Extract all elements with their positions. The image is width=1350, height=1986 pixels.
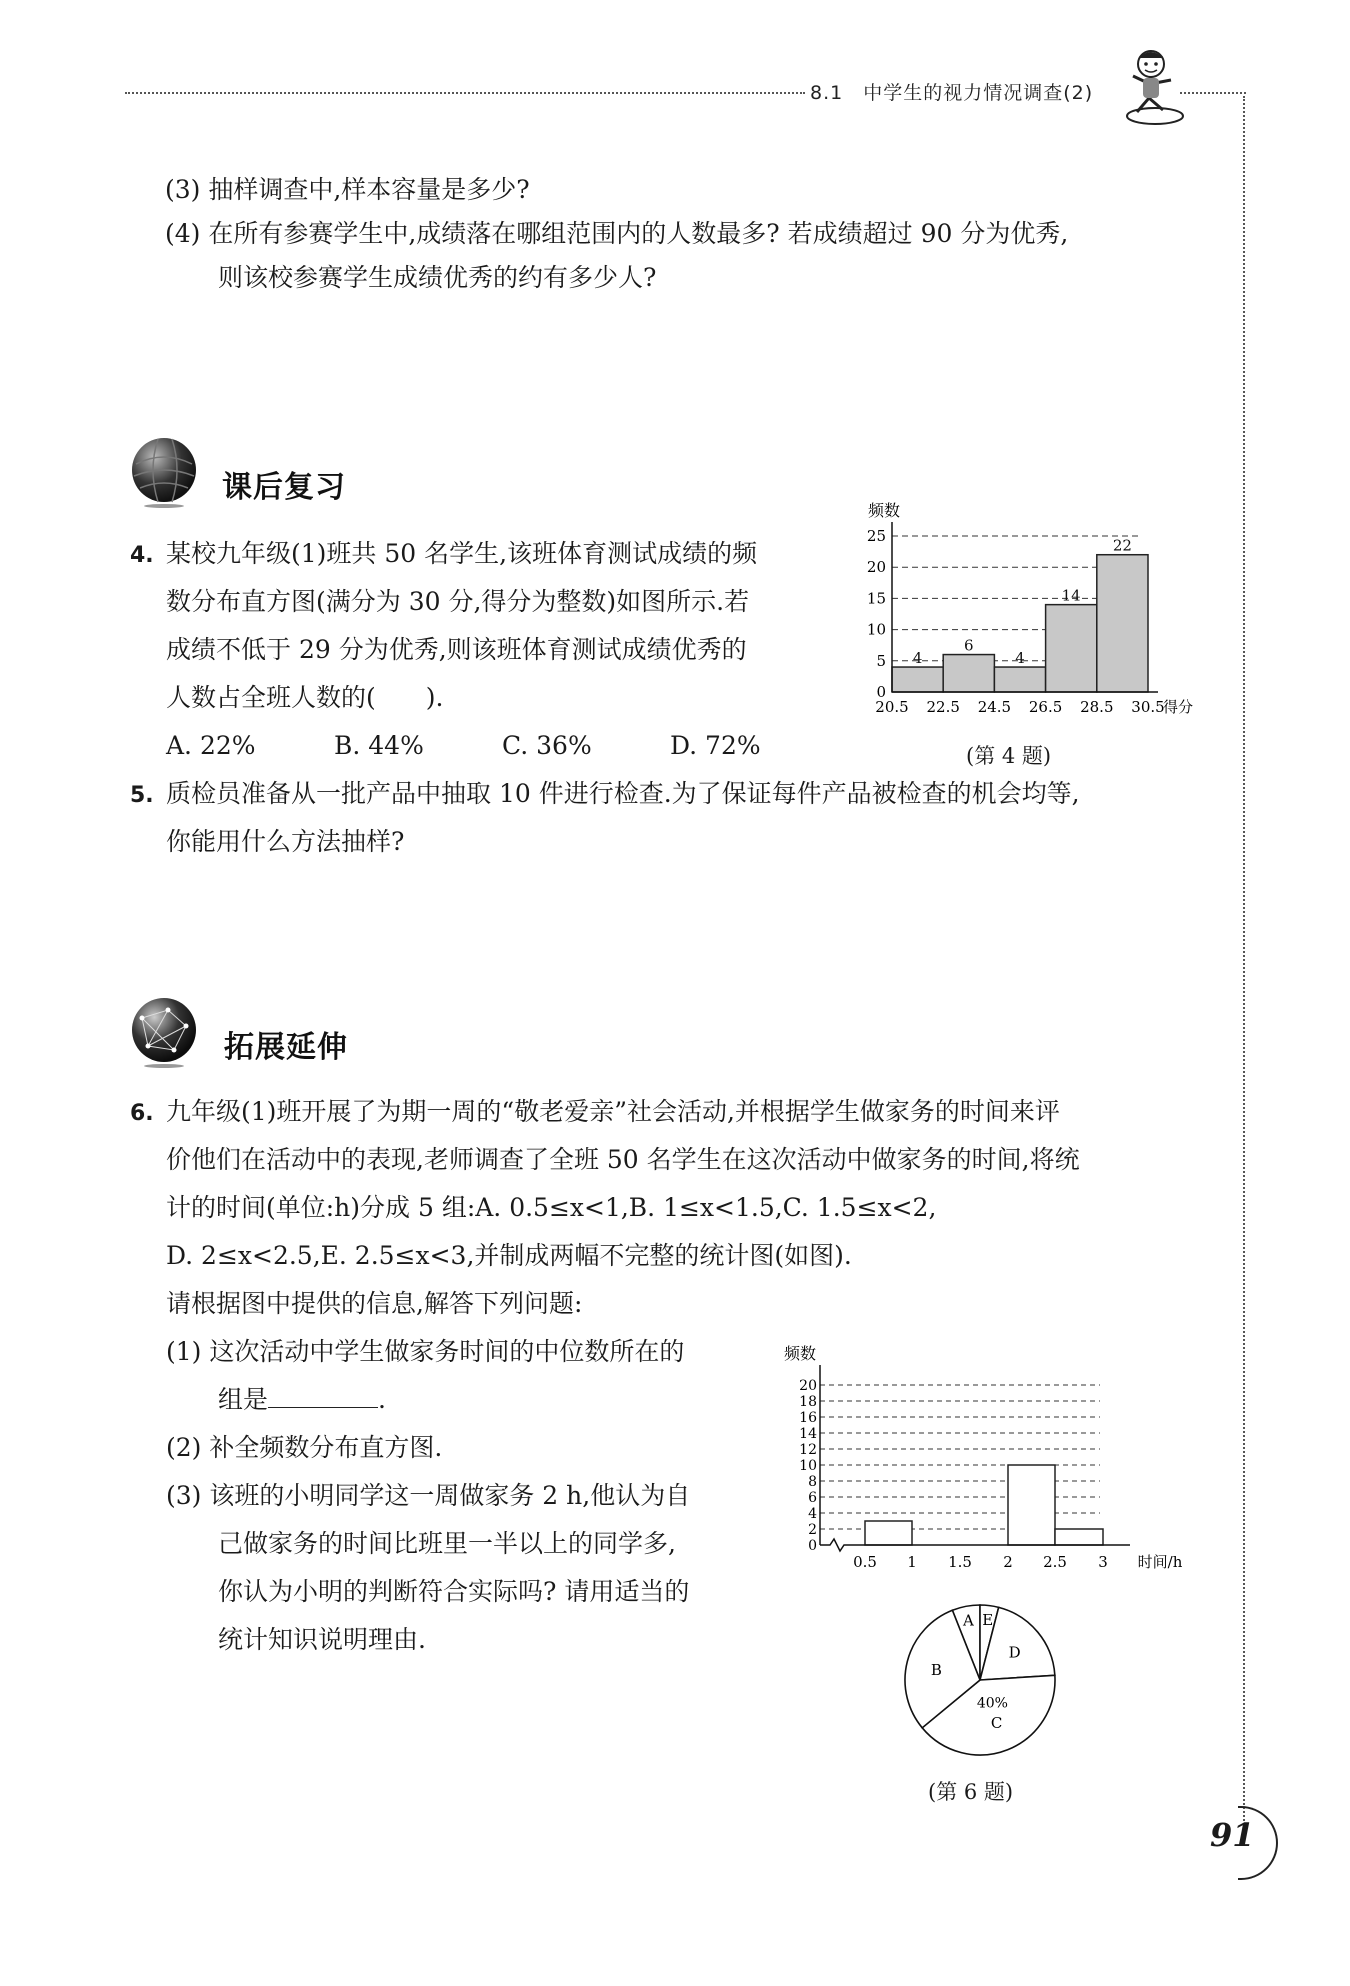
figure-6-caption: (第 6 题) bbox=[928, 1780, 1014, 1804]
bar-data-label: 14 bbox=[1061, 586, 1081, 605]
pie-label: A bbox=[963, 1611, 974, 1630]
problem-6-number: 6. bbox=[130, 1101, 154, 1126]
sub-question-3-line3: 你认为小明的判断符合实际吗? 请用适当的 bbox=[218, 1577, 690, 1606]
sub-question-3-line1: (3) 该班的小明同学这一周做家务 2 h,他认为自 bbox=[166, 1481, 691, 1510]
mascot-icon bbox=[1115, 46, 1185, 126]
problem-6-prompt: 请根据图中提供的信息,解答下列问题: bbox=[166, 1289, 583, 1318]
problem-6-line4: D. 2≤x<2.5,E. 2.5≤x<3,并制成两幅不完整的统计图(如图). bbox=[166, 1241, 852, 1270]
option-b: B. 44% bbox=[334, 731, 424, 760]
sub-question-3-line2: 己做家务的时间比班里一半以上的同学多, bbox=[218, 1529, 676, 1558]
y-tick-label: 16 bbox=[799, 1410, 817, 1426]
pie-label: C bbox=[990, 1713, 1003, 1732]
network-globe-icon bbox=[128, 996, 200, 1068]
option-a: A. 22% bbox=[166, 731, 256, 760]
y-tick-label: 2 bbox=[808, 1522, 817, 1538]
y-tick-label: 25 bbox=[866, 527, 886, 545]
y-tick-label: 8 bbox=[808, 1474, 817, 1490]
problem-4-line3: 成绩不低于 29 分为优秀,则该班体育测试成绩优秀的 bbox=[166, 635, 747, 664]
sub-question-2: (2) 补全频数分布直方图. bbox=[166, 1433, 443, 1462]
bar-data-label: 4 bbox=[1015, 649, 1025, 668]
answer-blank[interactable] bbox=[268, 1385, 378, 1408]
y-tick-label: 14 bbox=[799, 1426, 817, 1442]
globe-icon bbox=[128, 436, 200, 508]
histogram-bar bbox=[892, 667, 943, 692]
y-tick-label: 18 bbox=[799, 1394, 817, 1410]
pie-label: D bbox=[1008, 1643, 1021, 1662]
x-tick-label: 30.5 bbox=[1131, 698, 1165, 716]
problem-5-number: 5. bbox=[130, 783, 154, 808]
section-title-extension: 拓展延伸 bbox=[224, 1030, 348, 1065]
section-title-review: 课后复习 bbox=[222, 470, 346, 505]
sub-question-1-line1: (1) 这次活动中学生做家务时间的中位数所在的 bbox=[166, 1337, 685, 1366]
y-axis-label: 频数 bbox=[867, 501, 901, 520]
y-tick-label: 4 bbox=[808, 1506, 817, 1522]
problem-6-line3: 计的时间(单位:h)分成 5 组:A. 0.5≤x<1,B. 1≤x<1.5,C. 1.5≤x<2, bbox=[166, 1193, 937, 1222]
x-tick-label: 3 bbox=[1098, 1553, 1108, 1571]
x-tick-label: 2 bbox=[1003, 1553, 1013, 1571]
histogram-bar bbox=[1055, 1529, 1103, 1545]
y-tick-label: 12 bbox=[799, 1442, 817, 1458]
y-tick-label: 0 bbox=[808, 1538, 817, 1554]
histogram-bar bbox=[1046, 605, 1097, 692]
x-tick-label: 1.5 bbox=[948, 1553, 972, 1571]
y-tick-label: 5 bbox=[876, 651, 886, 670]
y-tick-label: 6 bbox=[808, 1490, 817, 1506]
pie-label: E bbox=[982, 1610, 994, 1629]
problem-4-line4: 人数占全班人数的( ). bbox=[166, 683, 444, 712]
x-tick-label: 22.5 bbox=[926, 698, 960, 716]
x-tick-label: 24.5 bbox=[977, 698, 1012, 716]
histogram-bar bbox=[865, 1521, 912, 1545]
histogram-bar bbox=[994, 667, 1045, 692]
x-tick-label: 2.5 bbox=[1043, 1553, 1067, 1571]
pie-label: B bbox=[930, 1660, 942, 1679]
problem-5-line1: 5. 质检员准备从一批产品中抽取 10 件进行检查.为了保证每件产品被检查的机会均等, bbox=[130, 772, 1080, 818]
problem-6-line1: 6. 九年级(1)班开展了为期一周的“敬老爱亲”社会活动,并根据学生做家务的时间来评 bbox=[130, 1090, 1060, 1136]
pie-percent-label: 40% bbox=[976, 1695, 1008, 1712]
problem-4-line1: 4. 某校九年级(1)班共 50 名学生,该班体育测试成绩的频 bbox=[130, 532, 757, 578]
y-tick-label: 10 bbox=[799, 1458, 817, 1474]
histogram-bar bbox=[1008, 1465, 1055, 1545]
problem-6-line2: 价他们在活动中的表现,老师调查了全班 50 名学生在这次活动中做家务的时间,将统 bbox=[166, 1145, 1080, 1174]
histogram-bar bbox=[1097, 555, 1148, 692]
x-tick-label: 0.5 bbox=[853, 1553, 877, 1571]
page-number: 91 bbox=[1210, 1816, 1255, 1854]
bar-data-label: 4 bbox=[912, 649, 923, 668]
bar-data-label: 22 bbox=[1112, 536, 1132, 555]
x-axis-label: 时间/h bbox=[1137, 1553, 1183, 1571]
question-4-line2: 则该校参赛学生成绩优秀的约有多少人? bbox=[218, 263, 657, 292]
x-tick-label: 28.5 bbox=[1080, 698, 1114, 716]
sub-question-3-line4: 统计知识说明理由. bbox=[218, 1625, 426, 1654]
y-tick-label: 10 bbox=[866, 620, 886, 639]
right-dotted-rule bbox=[1243, 96, 1245, 1836]
option-d: D. 72% bbox=[670, 731, 761, 760]
figure-4-caption: (第 4 题) bbox=[966, 744, 1052, 768]
header-section-title: 8.1 中学生的视力情况调查(2) bbox=[810, 82, 1094, 104]
option-c: C. 36% bbox=[502, 731, 592, 760]
problem-5-line2: 你能用什么方法抽样? bbox=[166, 827, 405, 856]
x-tick-label: 26.5 bbox=[1028, 698, 1063, 716]
problem-4-line2: 数分布直方图(满分为 30 分,得分为整数)如图所示.若 bbox=[166, 587, 750, 616]
question-4-line1: (4) 在所有参赛学生中,成绩落在哪组范围内的人数最多? 若成绩超过 90 分为优秀, bbox=[165, 219, 1069, 248]
histogram-bar bbox=[943, 655, 994, 692]
question-3: (3) 抽样调查中,样本容量是多少? bbox=[165, 175, 530, 204]
y-tick-label: 20 bbox=[866, 558, 886, 577]
y-axis-label: 频数 bbox=[783, 1344, 817, 1363]
housework-pie-chart bbox=[890, 1590, 1070, 1770]
header-dotted-line-right bbox=[1180, 92, 1246, 94]
x-tick-label: 1 bbox=[907, 1553, 917, 1571]
x-tick-label: 20.5 bbox=[875, 698, 909, 716]
bar-data-label: 6 bbox=[964, 636, 974, 655]
page-number-bracket bbox=[1238, 1806, 1278, 1880]
score-histogram bbox=[840, 500, 1200, 730]
y-tick-label: 15 bbox=[866, 589, 886, 608]
y-tick-label: 0 bbox=[876, 683, 886, 701]
sub-question-1-line2: 组是 . bbox=[218, 1385, 386, 1414]
header-dotted-line bbox=[125, 92, 805, 94]
housework-histogram bbox=[770, 1340, 1190, 1580]
y-tick-label: 20 bbox=[799, 1378, 817, 1394]
x-axis-label: 得分 bbox=[1162, 698, 1194, 716]
problem-4-number: 4. bbox=[130, 543, 154, 568]
